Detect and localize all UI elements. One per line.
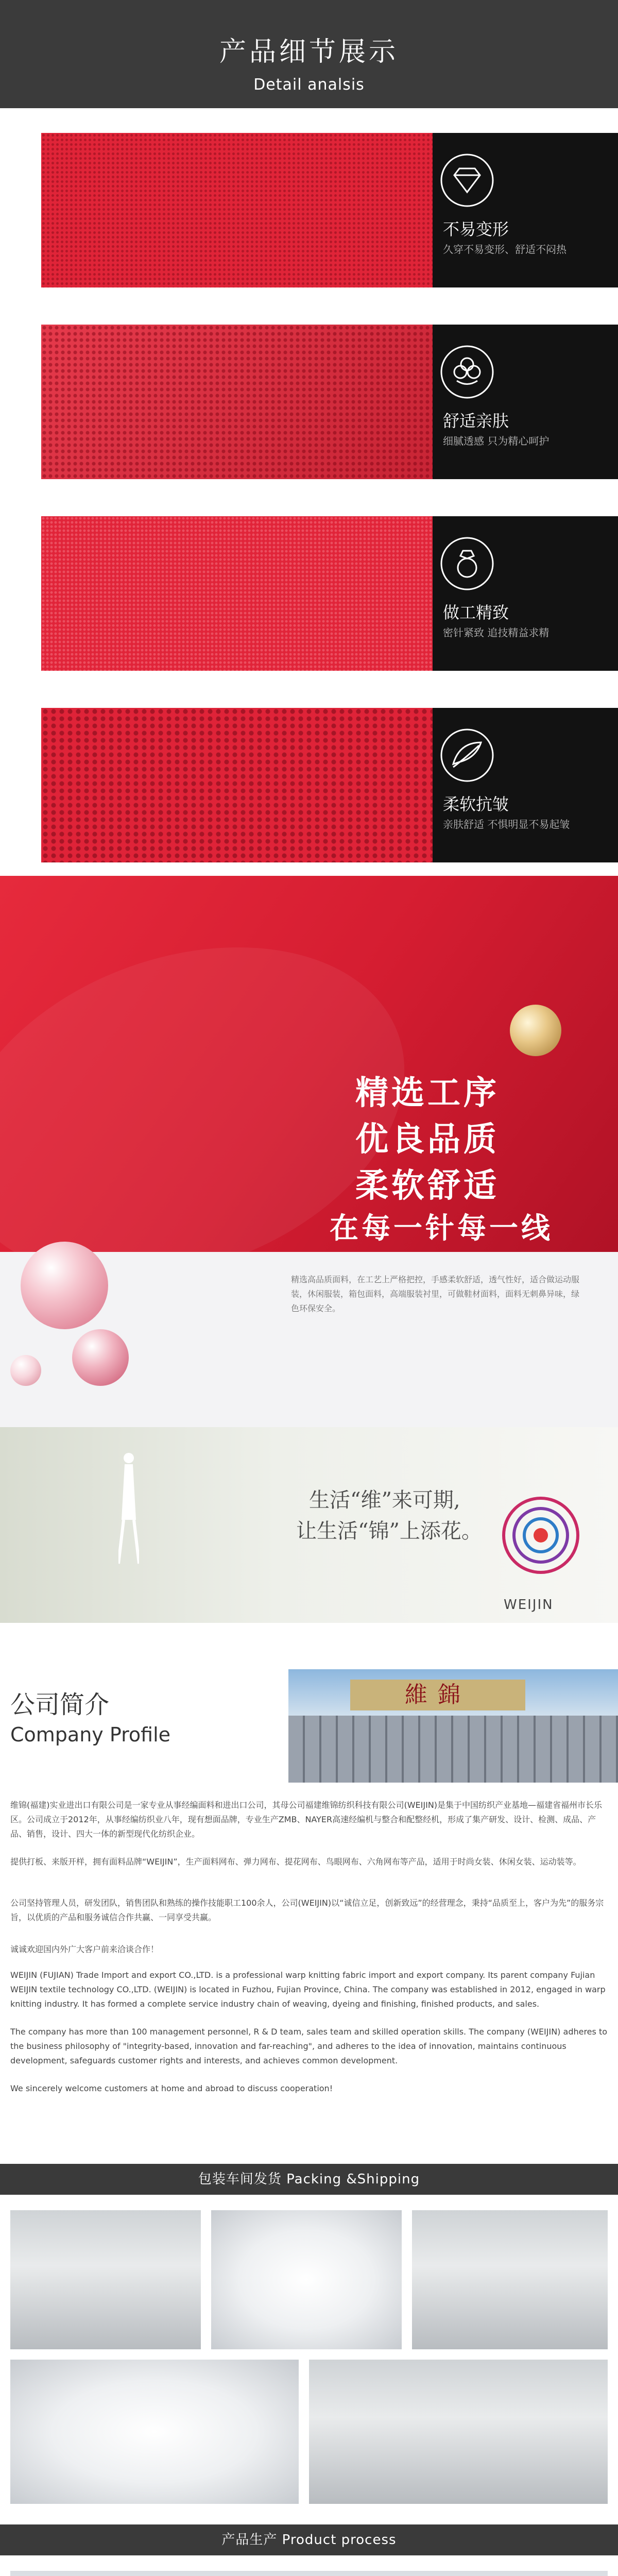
- promo-banner: [0, 876, 618, 1252]
- flower-icon: [439, 344, 495, 400]
- banner-description: 精选高品质面料，在工艺上严格把控，手感柔软舒适，透气性好，适合做运动服装，休闲服装，箱包面料，高端服装衬里，可做鞋材面料，面料无刺鼻异味，绿色环保安全。: [291, 1275, 580, 1313]
- pink-pearl-decoration: [21, 1242, 108, 1329]
- weijin-logo-text: WEIJIN: [504, 1597, 554, 1613]
- feature-row: [0, 492, 618, 683]
- profile-paragraph: 诚诚欢迎国内外广大客户前来洽谈合作！: [10, 1944, 159, 1954]
- leaf-icon: [439, 727, 495, 784]
- fabric-closeup-image: [41, 516, 433, 671]
- slogan-line: 柔软舒适: [355, 1167, 500, 1205]
- packing-photo: [412, 2210, 608, 2349]
- company-sign: 維錦: [350, 1680, 525, 1710]
- feature-subtitle: 久穿不易变形、舒适不闷热: [443, 243, 566, 256]
- profile-paragraph: 公司坚持管理人员，研发团队，销售团队和熟练的操作技能职工100余人，公司(WEIJIN)以“诚信立足，创新致远”的经营理念，秉持“品质至上，客户为先”的服务宗旨，以优质的产品和服务诚信合作共赢、一同享受共赢。: [10, 1898, 604, 1922]
- packing-photo: [10, 2360, 299, 2504]
- production-photo: [10, 2571, 608, 2576]
- pink-pearl-decoration: [10, 1355, 41, 1386]
- section-header-packing: 包装车间发货 Packing &Shipping: [0, 2164, 618, 2195]
- profile-paragraph-en: WEIJIN (FUJIAN) Trade Import and export CO.,LTD. is a professional warp knitting fabric import and export company. Its parent company Fujian WEIJIN textile technology CO.,LTD. (WEIJIN) is located in Fuzhou, Fujian Province, China. The company was established in 2012, engaged in warp knitting industry. It has formed a complete service industry chain of weaving, dyeing and finishing, finished products, and sales.: [10, 1970, 606, 2009]
- slogan-line: 在每一针每一线: [330, 1212, 553, 1245]
- banner-description-area: [0, 1252, 618, 1427]
- company-building-photo: [288, 1669, 618, 1783]
- feature-subtitle: 亲肤舒适 不惧明显不易起皱: [443, 818, 570, 831]
- profile-paragraph: 维锦(福建)实业进出口有限公司是一家专业从事经编面料和进出口公司，其母公司福建维锦纺织科技有限公司(WEIJIN)是集于中国纺织产业基地—福建省福州市长乐区。公司成立于2012年，从事经编纺织业八年，现有想面品牌，专业生产ZMB、NAYER高速经编机与整合和配整经机，形成了集产研发、设计、检测、成品、产品、销售，设计、四大一体的新型现代化纺织企业。: [10, 1800, 603, 1839]
- gold-pearl-decoration: [510, 1005, 561, 1056]
- lifestyle-slogan-2: 让生活“锦”上添花。: [296, 1519, 482, 1543]
- feature-row: [0, 300, 618, 492]
- packing-photo: [211, 2210, 402, 2349]
- company-profile-title: 公司简介: [10, 1690, 110, 1719]
- company-profile-heading: [10, 1685, 170, 1746]
- feature-title: 柔软抗皱: [443, 794, 509, 814]
- diamond-icon: [439, 152, 495, 209]
- feature-subtitle: 细腻透感 只为精心呵护: [443, 435, 550, 447]
- feature-subtitle: 密针紧致 追技精益求精: [443, 626, 550, 639]
- dancer-figure: [118, 1448, 139, 1566]
- header-title: 产品细节展示: [219, 37, 399, 67]
- building-facade: [288, 1716, 618, 1783]
- feature-title: 舒适亲肤: [443, 411, 509, 431]
- slogan-line: 优良品质: [355, 1121, 500, 1159]
- lifestyle-banner: [0, 1427, 618, 1623]
- weijin-logo-icon: [494, 1489, 587, 1582]
- feature-row: [0, 108, 618, 300]
- feature-title: 不易变形: [443, 219, 509, 239]
- feature-title: 做工精致: [443, 603, 509, 622]
- pink-pearl-decoration: [72, 1329, 129, 1386]
- lifestyle-slogan-1: 生活“维”来可期,: [309, 1488, 460, 1512]
- header-subtitle: Detail analsis: [253, 76, 365, 94]
- ring-icon: [439, 535, 495, 592]
- feature-row: [0, 683, 618, 875]
- slogan-line: 精选工序: [355, 1074, 500, 1112]
- detail-header: [0, 0, 618, 108]
- fabric-closeup-image: [41, 708, 433, 862]
- section-header-production: 产品生产 Product process: [0, 2524, 618, 2555]
- company-profile-subtitle: Company Profile: [10, 1723, 171, 1746]
- fabric-closeup-image: [41, 325, 433, 479]
- fabric-closeup-image: [41, 133, 433, 287]
- profile-paragraph: 提供打板、来版开样，拥有面料品牌“WEIJIN”，生产面料网布、弹力网布、提花网布、鸟眼网布、六角网布等产品，适用于时尚女装、休闲女装、运动装等。: [10, 1857, 581, 1867]
- profile-paragraph-en: The company has more than 100 management personnel, R & D team, sales team and skilled operation skills. The company (WEIJIN) adheres to the business philosophy of "integrity-based, innovation and far-reaching", and adheres to the idea of innovation, maintains continuous development, safeguards customer rights and interests, and achieves common development.: [10, 2027, 608, 2065]
- packing-photo: [309, 2360, 608, 2504]
- profile-paragraph-en: We sincerely welcome customers at home and abroad to discuss cooperation!: [10, 2083, 333, 2093]
- packing-photo: [10, 2210, 201, 2349]
